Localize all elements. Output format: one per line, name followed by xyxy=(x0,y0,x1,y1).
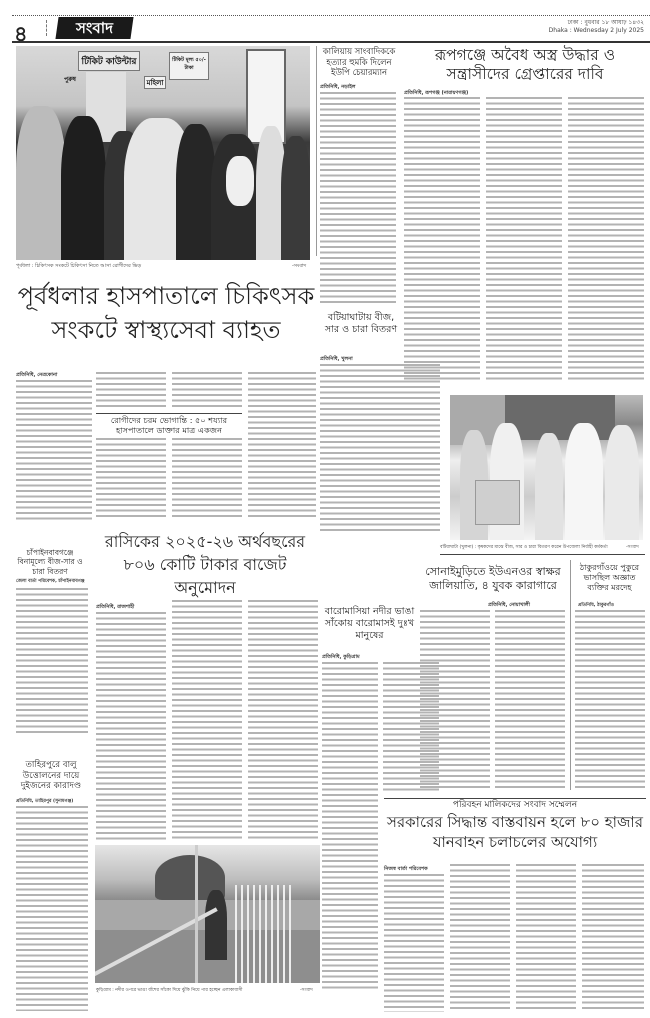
photo-caption-top: পূর্বধলা : চিকিৎসক সংকটে চিকিৎসা নিতে আসা রোগীদের ভিড় xyxy=(16,263,142,269)
byline-rasik: প্রতিনিধি, রাজশাহী xyxy=(96,604,135,610)
article-body-rupganj-col3 xyxy=(568,97,644,382)
article-body-rupganj-col2 xyxy=(486,97,562,382)
photo-credit-mid: -সংবাদ xyxy=(626,545,639,550)
article-body-rasik-col2 xyxy=(172,600,242,840)
photo-bamboo-post xyxy=(195,845,198,983)
page-number: ৪ xyxy=(14,22,28,46)
header-dotted-rule xyxy=(12,15,650,16)
date-bangla: ঢাকা : বুধবার ১৮ আষাঢ় ১৪৩২ xyxy=(567,19,644,26)
article-body-sonaimuri-col1 xyxy=(420,610,490,790)
byline-chapainawabganj: জেলা বার্তা পরিবেশক, চাঁপাইনবাবগঞ্জ xyxy=(16,579,85,584)
photo-caption-bottom: কুড়িগ্রাম : নদীর ওপরে ভাঙা বাঁশের সাঁকো দিয়ে ঝুঁকি নিয়ে পার হচ্ছেন এলাকাবাসী xyxy=(96,988,243,993)
headline-tahirpur[interactable]: তাহিরপুরে বালু উত্তোলনের দায়ে দুইজনের কারাদণ্ড xyxy=(20,760,82,792)
bamboo-bridge-photo[interactable] xyxy=(95,845,320,983)
photo-sign-counter: টিকিট কাউন্টার xyxy=(78,51,140,71)
masthead-logo[interactable] xyxy=(55,17,133,39)
header-rule xyxy=(12,41,650,43)
headline-sonaimuri[interactable]: সোনাইমুড়িতে ইউএনওর স্বাক্ষর জালিয়াতি, ৪ যুবক কারাগারে xyxy=(425,565,561,592)
article-body-rasik-col3 xyxy=(248,600,318,840)
subhead-purbadhala: রোগীদের চরম ভোগান্তি : ৫০ শয্যার হাসপাতালে ডাক্তার মাত্র একজন xyxy=(110,415,228,436)
article-body-batiaghata xyxy=(320,364,440,534)
headline-transport[interactable]: সরকারের সিদ্ধান্ত বাস্তবায়ন হলে ৮০ হাজার যানবাহন চলাচলের অযোগ্য xyxy=(386,813,644,852)
article-body-sonaimuri-col2 xyxy=(495,610,565,790)
article-body-tahirpur xyxy=(16,806,88,1011)
byline-tahirpur: প্রতিনিধি, তাহিরপুর (সুনামগঞ্জ) xyxy=(16,799,74,804)
byline-rupganj: প্রতিনিধি, রূপগঞ্জ (নারায়ণগঞ্জ) xyxy=(404,90,469,96)
column-rule xyxy=(316,46,317,256)
photo-person xyxy=(535,433,563,540)
headline-thakurgaon[interactable]: ঠাকুরগাঁওয়ে পুকুরে ভাসছিল অজ্ঞাত ব্যক্তির মরদেহ xyxy=(579,563,640,592)
headline-rupganj[interactable]: রূপগঞ্জে অবৈধ অস্ত্র উদ্ধার ও সন্ত্রাসীদের গ্রেপ্তারের দাবি xyxy=(434,46,616,84)
headline-baromasia[interactable]: বারোমাসিয়া নদীর ভাঙা সাঁকোয় বারোমাসই দুঃখ মানুষের xyxy=(324,606,415,641)
masthead-text: সংবাদ xyxy=(76,19,113,37)
byline-baromasia: প্রতিনিধি, কুড়িগ্রাম xyxy=(322,654,360,660)
section-rule xyxy=(440,554,645,555)
headline-chapainawabganj[interactable]: চাঁপাইনবাবগঞ্জে বিনামূল্যে বীজ-সার ও চারা বিতরণ xyxy=(17,548,83,576)
section-rule xyxy=(384,798,646,799)
byline-batiaghata: প্রতিনিধি, খুলনা xyxy=(320,356,353,362)
photo-person xyxy=(565,423,603,540)
byline-kaliganj: প্রতিনিধি, নড়াইল xyxy=(320,84,356,90)
article-body-purbadhala-col4 xyxy=(248,372,316,520)
article-body-purbadhala-col1 xyxy=(16,380,92,520)
dateline xyxy=(549,19,644,35)
article-body-purbadhala-col3 xyxy=(172,372,242,410)
article-body-purbadhala-col2 xyxy=(96,372,166,410)
photo-figure xyxy=(61,116,106,260)
article-body-rupganj-col1 xyxy=(404,97,480,382)
article-body-purbadhala-col3b xyxy=(172,438,242,520)
photo-figure xyxy=(16,106,66,260)
kicker-transport: পরিবহন মালিকদের সংবাদ সম্মেলন xyxy=(452,800,578,810)
byline-sonaimuri: প্রতিনিধি, নোয়াখালী xyxy=(488,602,530,608)
headline-purbadhala[interactable]: পূর্বধলার হাসপাতালে চিকিৎসক সংকটে স্বাস্থ্যসেবা ব্যাহত xyxy=(17,282,315,344)
article-body-transport-col1 xyxy=(384,874,444,1012)
headline-batiaghata[interactable]: বটিয়াঘাটায় বীজ, সার ও চারা বিতরণ xyxy=(324,312,398,335)
seed-distribution-photo[interactable] xyxy=(450,395,643,540)
photo-figure xyxy=(281,136,310,260)
photo-credit-bottom: -সংবাদ xyxy=(300,988,313,993)
subhead-rule xyxy=(96,413,242,414)
photo-person-on-bridge xyxy=(205,890,227,960)
headline-rasik[interactable]: রাসিকের ২০২৫-২৬ অর্থবছরের ৮০৬ কোটি টাকার বাজেট অনুমোদন xyxy=(104,532,306,598)
photo-bamboo-bridge xyxy=(235,885,295,983)
byline-thakurgaon: প্রতিনিধি, ঠাকুরগাঁও xyxy=(578,603,614,608)
date-english: Dhaka : Wednesday 2 July 2025 xyxy=(548,27,644,34)
article-body-kaliganj xyxy=(320,92,396,305)
photo-caption-mid: বটিয়াঘাটা (খুলনা) : কৃষকদের মাঝে বীজ, সার ও চারা বিতরণ করেন উপজেলা নির্বাহী কর্মকর্তা xyxy=(440,545,608,550)
article-body-transport-col2 xyxy=(450,864,510,1012)
hospital-ticket-counter-photo[interactable] xyxy=(16,46,310,260)
article-body-purbadhala-col2b xyxy=(96,438,166,520)
photo-figure xyxy=(176,124,216,260)
byline-transport: নিজস্ব বার্তা পরিবেশক xyxy=(384,866,428,872)
photo-credit-top: -সংবাদ xyxy=(292,263,307,269)
photo-baby xyxy=(226,156,254,206)
page-number-separator xyxy=(46,20,47,36)
photo-sign-male: পুরুষ xyxy=(64,76,76,83)
article-body-thakurgaon xyxy=(575,610,645,790)
photo-person xyxy=(605,425,639,540)
photo-banner xyxy=(505,395,615,440)
photo-seed-bag xyxy=(475,480,520,525)
photo-sign-female: মহিলা xyxy=(144,76,166,89)
photo-sign-fee: টিকিট মূল্য ৫০/- টাকা xyxy=(169,52,209,80)
article-body-chapainawabganj xyxy=(16,588,88,736)
headline-kaliganj[interactable]: কালিয়ায় সাংবাদিককে হত্যার হুমকি দিলেন ইউপি চেয়ারম্যান xyxy=(322,46,396,77)
column-rule xyxy=(570,560,571,790)
article-body-rasik-col1 xyxy=(96,612,166,840)
article-body-transport-col4 xyxy=(582,864,644,1012)
article-body-transport-col3 xyxy=(516,864,576,1012)
byline-purbadhala: প্রতিনিধি, নেত্রকোনা xyxy=(16,372,58,378)
article-body-baromasia-col1 xyxy=(322,662,378,992)
